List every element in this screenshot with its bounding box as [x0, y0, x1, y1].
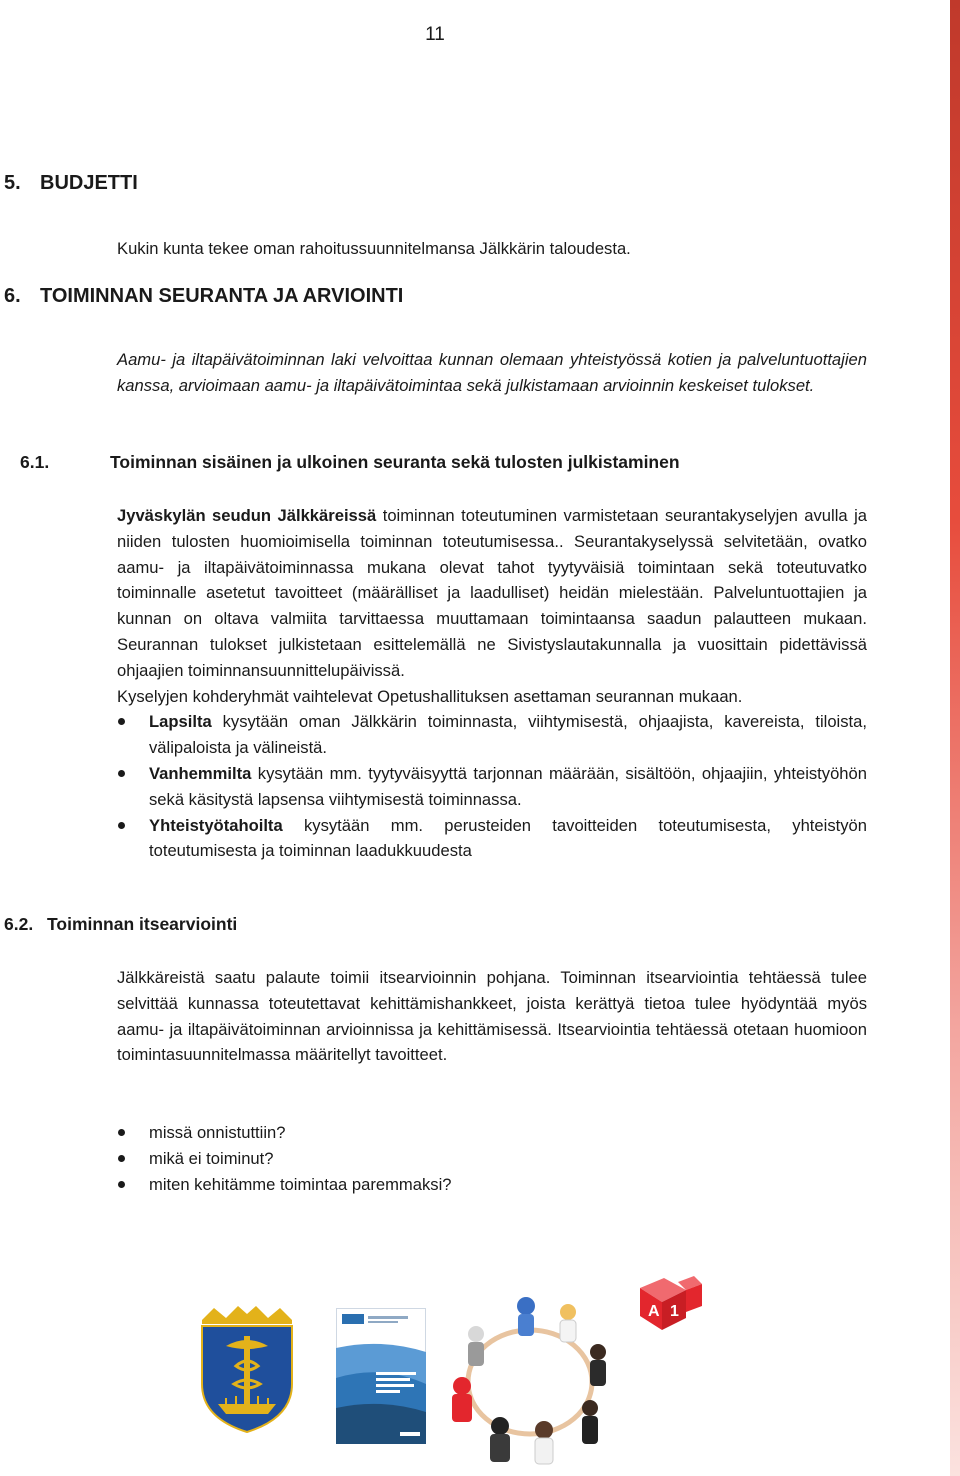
target-group-list — [117, 709, 867, 864]
section-number: 5. — [4, 172, 21, 194]
section-5-heading — [4, 172, 138, 195]
monitoring-paragraph — [117, 503, 867, 684]
list-item: mikä ei toiminut? — [117, 1146, 867, 1172]
list-item: miten kehitämme toimintaa paremmaksi? — [117, 1172, 867, 1198]
section-title: Toiminnan sisäinen ja ulkoinen seuranta sekä tulosten julkistaminen — [110, 452, 680, 472]
section-title: TOIMINNAN SEURANTA JA ARVIOINTI — [40, 285, 404, 307]
section-6-heading — [4, 285, 403, 308]
item-text: kysytään mm. tyytyväisyyttä tarjonnan määrään, sisältöön, ohjaajiin, yhteistyöhön sekä käsitystä lapsensa viihtymisestä toiminnassa. — [149, 763, 867, 809]
coat-of-arms-icon — [196, 1306, 298, 1434]
bold-lead: Jyväskylän seudun Jälkkäreissä — [117, 506, 377, 525]
section-number: 6. — [4, 285, 21, 307]
section-title: Toiminnan itsearviointi — [47, 914, 238, 934]
question-list — [117, 1120, 867, 1197]
item-text: kysytään mm. perusteiden tavoitteiden toteutumisesta, yhteistyön toteutumisesta ja toiminnan laadukkuudesta — [149, 815, 867, 861]
page-number: 11 — [425, 24, 445, 45]
list-item: missä onnistuttiin? — [117, 1120, 867, 1146]
section-number: 6.1. — [20, 452, 50, 472]
section-6-2-heading — [4, 914, 237, 935]
list-item — [117, 761, 867, 813]
list-item — [117, 813, 867, 865]
paragraph-rest: toiminnan toteutuminen varmistetaan seurantakyselyjen avulla ja niiden tulosten huomioimisella toiminnan toteutumisessa.. Seurantakyselyssä selvitetään, ovatko aamu- ja iltapäivätoiminnassa mukana olevat tahot tyytyväisiä toimintaan sekä toteutuvatko toiminnalle asetetut tavoitteet (määrälliset ja laadulliset) heidän mielestään. Palveluntuottajien ja kunnan on oltava valmiita tarvittaessa muuttamaan toimintaansa saadun palautteen mukaan. Seurannan tulokset julkistetaan esittelemällä ne Sivistyslautakunnalla ja vuosittain pidettävissä ohjaajien toiminnansuunnittelupäivissä. — [117, 506, 867, 680]
self-evaluation-paragraph: Jälkkäreistä saatu palaute toimii itsearvioinnin pohjana. Toiminnan itsearviointia tehtäessä tulee selvittää kunnassa toteutettavat kehittämishankkeet, joista kerättyä tietoa tulee hyödyntää myös aamu- ja iltapäivätoiminnan arvioinnissa ja kehittämisessä. Itsearviointia tehtäessä otetaan huomioon toimintasuunnitelmassa määritellyt tavoitteet. — [117, 968, 867, 1065]
accent-bar — [950, 0, 960, 1476]
section-number: 6.2. — [4, 914, 34, 934]
section-6-1-body — [117, 503, 867, 864]
section-6-1-heading — [20, 452, 680, 473]
item-text: kysytään oman Jälkkärin toiminnasta, viihtymisestä, ohjaajista, kavereista, tiloista, välipaloista ja välineistä. — [149, 712, 867, 758]
children-circle-photo-icon — [440, 1290, 620, 1466]
list-item — [117, 709, 867, 761]
booklet-cover-icon — [336, 1308, 426, 1444]
section-6-intro: Aamu- ja iltapäivätoiminnan laki velvoittaa kunnan olemaan yhteistyössä kotien ja palveluntuottajien kanssa, arvioimaan aamu- ja iltapäivätoimintaa sekä julkistamaan arvioinnin keskeiset tulokset. — [117, 350, 867, 395]
abc-blocks-icon — [634, 1272, 704, 1336]
section-6-2-body — [117, 965, 867, 1068]
section-5-text: Kukin kunta tekee oman rahoitussuunnitelmansa Jälkkärin taloudesta. — [117, 239, 631, 258]
svg-text:1: 1 — [670, 1303, 679, 1320]
section-title: BUDJETTI — [40, 172, 138, 194]
target-groups-line: Kyselyjen kohderyhmät vaihtelevat Opetushallituksen asettaman seurannan mukaan. — [117, 686, 743, 706]
bold-lead: Yhteistyötahoilta — [149, 815, 283, 835]
bold-lead: Lapsilta — [149, 712, 212, 732]
questions-block — [117, 1120, 867, 1197]
bold-lead: Vanhemmilta — [149, 763, 252, 783]
svg-text:A: A — [648, 1303, 660, 1320]
